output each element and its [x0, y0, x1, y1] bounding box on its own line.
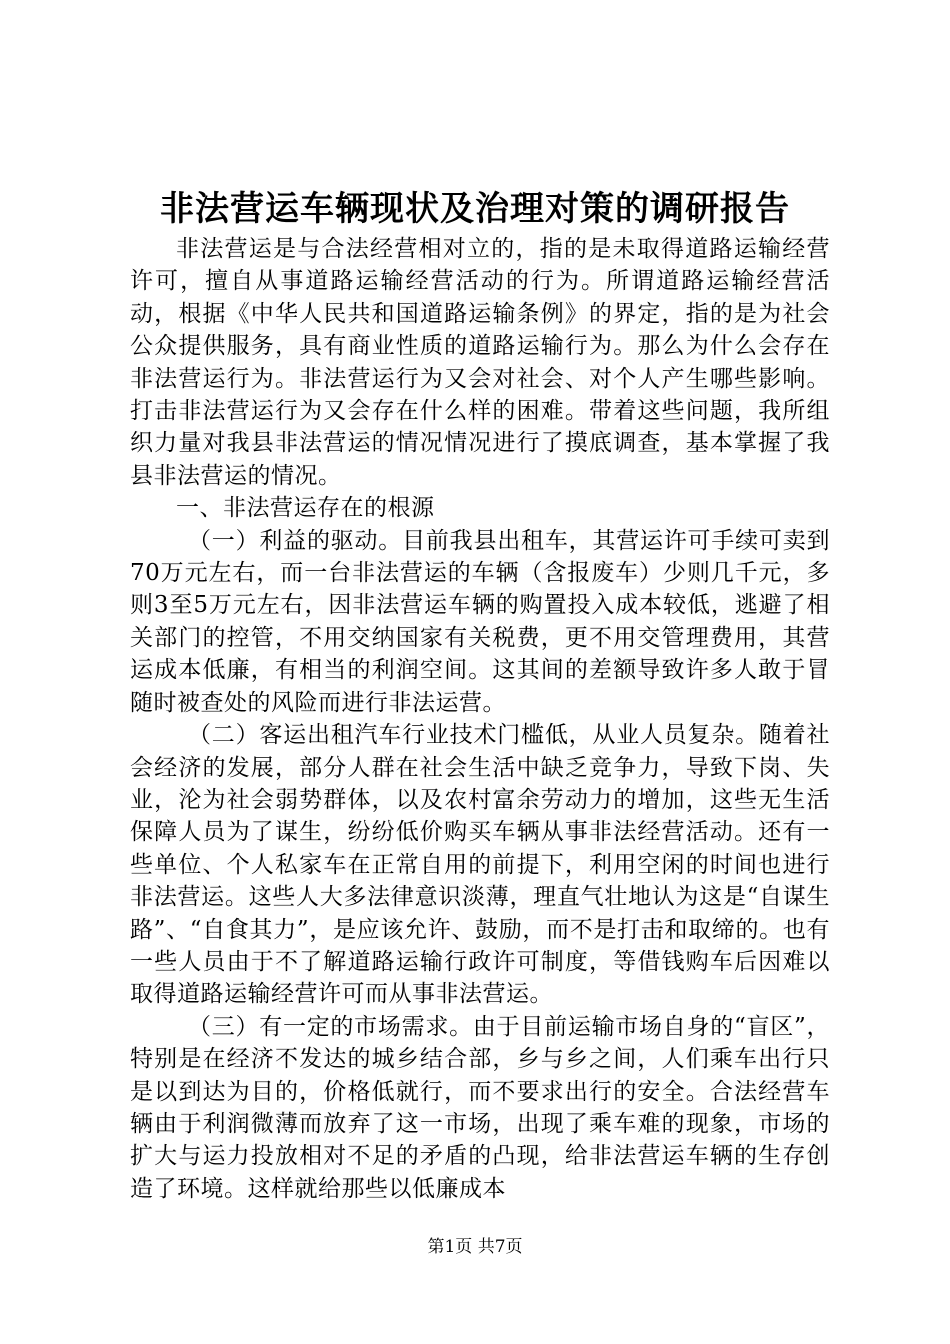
subsection-paragraph-2: （二）客运出租汽车行业技术门槛低，从业人员复杂。随着社会经济的发展，部分人群在社会生活中缺乏竞争力，导致下岗、失业，沦为社会弱势群体，以及农村富余劳动力的增加，这些无生活保障人员为了谋生，纷纷低价购买车辆从事非法经营活动。还有一些单位、个人私家车在正常自用的前提下，利用空闲的时间也进行非法营运。这些人大多法律意识淡薄，理直气壮地认为这是“自谋生路”、“自食其力”，是应该允许、鼓励，而不是打击和取缔的。也有一些人员由于不了解道路运输行政许可制度，等借钱购车后因难以取得道路运输经营许可而从事非法营运。 — [130, 722, 830, 1008]
section-heading: 一、非法营运存在的根源 — [176, 495, 435, 522]
intro-paragraph: 非法营运是与合法经营相对立的，指的是未取得道路运输经营许可，擅自从事道路运输经营活动的行为。所谓道路运输经营活动，根据《中华人民共和国道路运输条例》的界定，指的是为社会公众提供服务，具有商业性质的道路运输行为。那么为什么会存在非法营运行为。非法营运行为又会对社会、对个人产生哪些影响。打击非法营运行为又会存在什么样的困难。带着这些问题，我所组织力量对我县非法营运的情况情况进行了摸底调查，基本掌握了我县非法营运的情况。 — [130, 236, 830, 489]
subsection-paragraph-1: （一）利益的驱动。目前我县出租车，其营运许可手续可卖到70万元左右，而一台非法营运的车辆（含报废车）少则几千元，多则3至5万元左右，因非法营运车辆的购置投入成本较低，逃避了相关部门的控管，不用交纳国家有关税费，更不用交管理费用，其营运成本低廉，有相当的利润空间。这其间的差额导致许多人敢于冒随时被查处的风险而进行非法运营。 — [130, 527, 830, 716]
document-title: 非法营运车辆现状及治理对策的调研报告 — [160, 189, 790, 229]
page-footer: 第1页 共7页 — [427, 1237, 523, 1257]
document-body — [130, 233, 830, 1205]
subsection-paragraph-3: （三）有一定的市场需求。由于目前运输市场自身的“盲区”，特别是在经济不发达的城乡结合部，乡与乡之间，人们乘车出行只是以到达为目的，价格低就行，而不要求出行的安全。合法经营车辆由于利润微薄而放弃了这一市场，出现了乘车难的现象，市场的扩大与运力投放相对不足的矛盾的凸现，给非法营运车辆的生存创造了环境。这样就给那些以低廉成本 — [130, 1013, 830, 1202]
